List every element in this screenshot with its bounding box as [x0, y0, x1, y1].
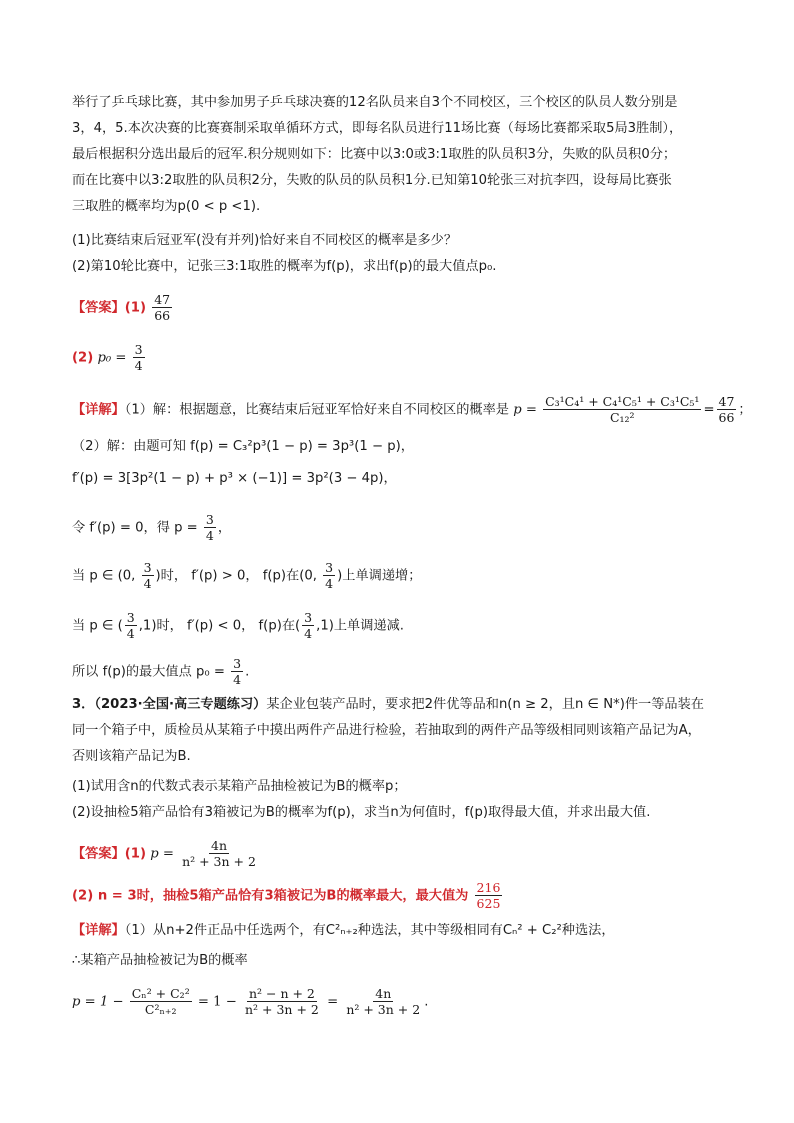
detail-1-result	[717, 394, 737, 425]
fraction-numerator: 3	[134, 342, 143, 357]
q3-answer-1-prefix: (1)	[124, 846, 146, 862]
fraction-denominator: 4	[233, 672, 242, 687]
fraction-numerator: 3	[304, 610, 313, 625]
answer-row-2	[72, 342, 147, 373]
detail-2-line-5-middle: ,1)时， f′(p) < 0， f(p)在(	[138, 618, 301, 634]
detail-2-line-2: f′(p) = 3[3p²(1 − p) + p³ × (−1)] = 3p²(3 − 4p)，	[72, 471, 397, 486]
question-source: （2023·全国·高三专题练习）	[94, 697, 267, 712]
q3-answer-row-2	[72, 880, 504, 911]
q3-detail-3-equals: =	[327, 994, 339, 1010]
detail-2-line-5-text: 当 p ∈ (	[72, 618, 123, 634]
intro-line-2: 3，4，5.本次决赛的比赛赛制采取单循环方式，即每名队员进行11场比赛（每场比赛都采取5局3胜制），	[72, 121, 683, 136]
q3-detail-3-fraction-3	[344, 986, 422, 1017]
detail-2-line-6-end: .	[245, 664, 250, 680]
detail-1-end: ；	[738, 402, 752, 418]
detail-2-line-5	[72, 610, 404, 641]
fraction-numerator: 3	[205, 512, 214, 527]
detail-2-line-5-fraction	[125, 610, 137, 641]
detail-1-text: （1）解：根据题意，比赛结束后冠亚军恰好来自不同校区的概率是	[124, 402, 509, 418]
answer-tag: 【答案】	[72, 300, 125, 316]
answer-row-1	[72, 292, 174, 323]
fraction-denominator: 625	[476, 896, 501, 911]
fraction-numerator: 3	[233, 656, 242, 671]
fraction-numerator: 216	[476, 880, 501, 895]
q3-answer-row-1	[72, 838, 260, 869]
detail-2-line-1: （2）解：由题可知 f(p) = C₃²p³(1 − p) = 3p³(1 − p)，	[72, 439, 414, 454]
q3-part-2: (2)设抽检5箱产品恰有3箱被记为B的概率为f(p)，求当n为何值时，f(p)取得最大值，并求出最大值.	[72, 805, 651, 820]
answer-2-fraction	[133, 342, 145, 373]
fraction-denominator: 4	[134, 358, 143, 373]
q3-stem-1: 某企业包装产品时，要求把2件优等品和n(n ≥ 2，且n ∈ N*)件一等品装在	[266, 697, 704, 712]
fraction-numerator: 4n	[211, 838, 228, 853]
q3-answer-1-fraction	[180, 838, 258, 869]
detail-1-expression: p =	[513, 402, 537, 418]
question-part-2: (2)第10轮比赛中，记张三3:1取胜的概率为f(p)，求出f(p)的最大值点p₀.	[72, 259, 497, 274]
fraction-denominator: n² + 3n + 2	[245, 1002, 319, 1017]
fraction-denominator: 66	[154, 308, 171, 323]
answer-2-expression: p₀ =	[97, 350, 127, 366]
detail-row-1: 【详解】（1）解：根据题意，比赛结束后冠亚军恰好来自不同校区的概率是 p = $\frac{\text{C₃¹C₄¹ + C₄¹C₅¹ + C₃¹C₅¹}}{\text{C₁₂²}}$ = $\frac{47}{66}$ ；	[72, 394, 752, 425]
fraction-numerator: 47	[154, 292, 171, 307]
q3-answer-2-text: (2) n = 3时，抽检5箱产品恰有3箱被记为B的概率最大，最大值为	[72, 888, 469, 904]
fraction-denominator: C₁₂²	[609, 410, 635, 425]
q3-answer-2-fraction	[475, 880, 503, 911]
question-part-1: (1)比赛结束后冠亚军(没有并列)恰好来自不同校区的概率是多少？	[72, 233, 458, 248]
detail-2-line-4-text: 当 p ∈ (0,	[72, 568, 136, 584]
fraction-denominator: 4	[205, 528, 214, 543]
detail-2-line-6	[72, 656, 249, 687]
intro-line-4: 而在比赛中以3:2取胜的队员积2分，失败的队员的队员积1分.已知第10轮张三对抗李四，设每局比赛张	[72, 173, 672, 188]
detail-2-line-3-end: ，	[217, 520, 232, 536]
q3-detail-3-fraction-2	[243, 986, 321, 1017]
q3-detail-3-start: p = 1 −	[72, 994, 124, 1010]
q3-detail-3-fraction-1	[130, 986, 192, 1017]
q3-detail-3-middle: = 1 −	[197, 994, 237, 1010]
q3-detail-tag: 【详解】	[72, 923, 125, 938]
q3-detail-3-end: .	[424, 994, 429, 1010]
fraction-numerator: 47	[718, 394, 735, 409]
detail-2-line-4-end: )上单调递增；	[337, 568, 422, 584]
fraction-numerator: 3	[325, 560, 334, 575]
q3-part-1: (1)试用含n的代数式表示某箱产品抽检被记为B的概率p；	[72, 779, 407, 794]
q3-stem-line-1	[72, 696, 704, 714]
q3-detail-row-1	[72, 922, 615, 940]
intro-line-3: 最后根据积分选出最后的冠军.积分规则如下：比赛中以3:0或3:1取胜的队员积3分，失败的队员积0分；	[72, 147, 677, 162]
fraction-denominator: 4	[143, 576, 152, 591]
detail-2-line-5-fraction-2	[302, 610, 314, 641]
detail-2-line-4-fraction-2	[323, 560, 335, 591]
fraction-denominator: n² + 3n + 2	[182, 854, 256, 869]
detail-2-line-6-fraction	[231, 656, 243, 687]
fraction-denominator: 4	[325, 576, 334, 591]
detail-tag: 【详解】	[72, 402, 125, 418]
detail-1-fraction	[543, 394, 701, 425]
detail-2-line-4	[72, 560, 421, 591]
fraction-numerator: Cₙ² + C₂²	[131, 986, 190, 1001]
fraction-numerator: 3	[126, 610, 135, 625]
answer-2-prefix: (2)	[72, 350, 94, 366]
q3-answer-1-expression: p =	[150, 846, 174, 862]
detail-2-line-3-fraction	[204, 512, 216, 543]
fraction-numerator: 3	[143, 560, 152, 575]
question-number: 3．	[72, 697, 95, 712]
q3-stem-line-2: 同一个箱子中，质检员从某箱子中摸出两件产品进行检验，若抽取到的两件产品等级相同则该箱产品记为A，	[72, 723, 701, 738]
fraction-numerator: n² − n + 2	[248, 986, 315, 1001]
fraction-denominator: 66	[718, 410, 735, 425]
detail-2-line-4-fraction	[142, 560, 154, 591]
detail-2-line-4-middle: )时， f′(p) > 0， f(p)在(0,	[155, 568, 317, 584]
detail-2-line-6-text: 所以 f(p)的最大值点 p₀ =	[72, 664, 225, 680]
q3-stem-line-3: 否则该箱产品记为B.	[72, 749, 191, 764]
answer-1-fraction	[152, 292, 172, 323]
q3-detail-row-2: ∴某箱产品抽检被记为B的概率	[72, 953, 248, 968]
fraction-denominator: 4	[126, 626, 135, 641]
fraction-numerator: C₃¹C₄¹ + C₄¹C₅¹ + C₃¹C₅¹	[545, 394, 700, 409]
answer-1-prefix: (1)	[124, 300, 146, 316]
fraction-denominator: 4	[304, 626, 313, 641]
detail-2-line-3	[72, 512, 231, 543]
q3-detail-1: （1）从n+2件正品中任选两个，有C²ₙ₊₂种选法，其中等级相同有Cₙ² + C₂²种选法，	[124, 923, 615, 938]
q3-detail-row-3	[72, 986, 428, 1017]
fraction-numerator: 4n	[375, 986, 392, 1001]
fraction-denominator: n² + 3n + 2	[346, 1002, 421, 1017]
q3-answer-tag: 【答案】	[72, 846, 125, 862]
intro-line-5: 三取胜的概率均为p(0 < p <1).	[72, 199, 261, 214]
fraction-denominator: C²ₙ₊₂	[144, 1002, 177, 1017]
detail-2-line-3-text: 令 f′(p) = 0，得 p =	[72, 520, 198, 536]
intro-line-1: 举行了乒乓球比赛，其中参加男子乒乓球决赛的12名队员来自3个不同校区，三个校区的队员人数分别是	[72, 95, 678, 110]
detail-2-line-5-end: ,1)上单调递减.	[316, 618, 404, 634]
